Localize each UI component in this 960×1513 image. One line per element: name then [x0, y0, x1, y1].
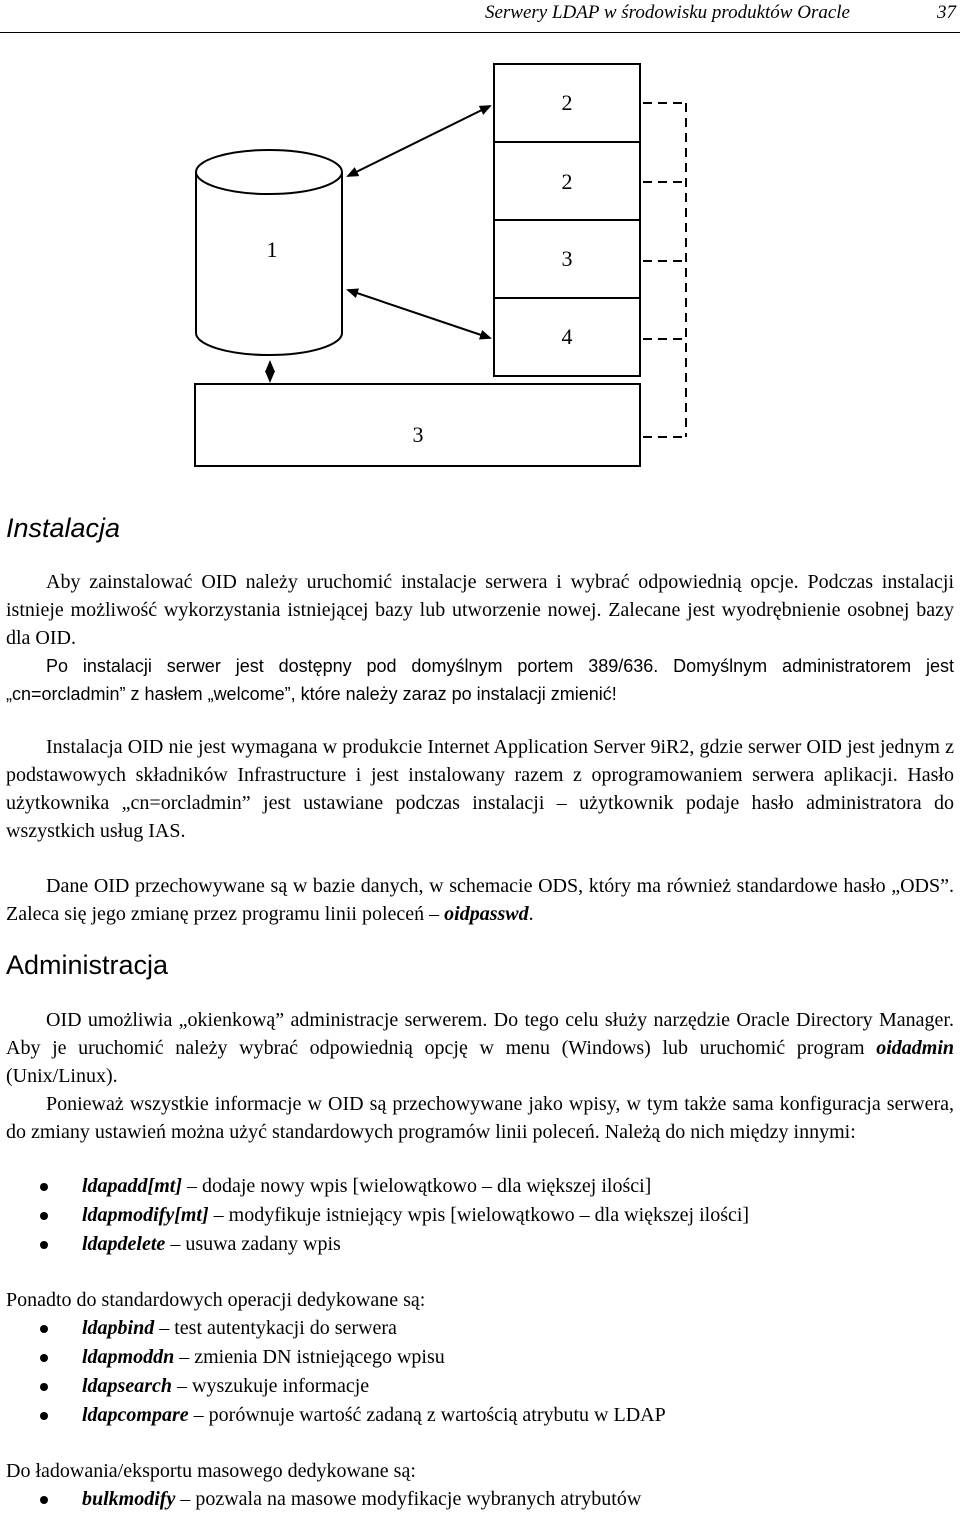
bottom-box-label: 3 — [412, 422, 424, 447]
bullet-icon — [40, 1383, 48, 1391]
section-heading-administracja: Administracja — [6, 950, 169, 980]
cylinder-label: 1 — [266, 237, 278, 262]
command-oidadmin: oidadmin — [876, 1037, 954, 1059]
stack-label-1: 2 — [561, 90, 573, 115]
instalacja-paragraph-1: Aby zainstalować OID należy uruchomić instalacje serwera i wybrać odpowiednią opcje. Podczas instalacji istnieje możliwość wykorzystania istniejącej bazy lub utworzenie nowej. Zalecane jest wyodrębnienie osobnej bazy dla OID. — [6, 571, 954, 649]
component-stack — [494, 64, 640, 376]
section-heading-instalacja: Instalacja — [6, 513, 121, 543]
bullet-icon — [40, 1412, 48, 1420]
administracja-paragraph-3: Ponadto do standardowych operacji dedykowane są: — [6, 1289, 426, 1311]
header-rule — [0, 32, 960, 33]
architecture-diagram — [0, 40, 960, 480]
command-oidpasswd: oidpasswd — [444, 903, 529, 925]
arrow-upper — [348, 106, 490, 176]
database-cylinder — [196, 150, 342, 355]
stack-label-4: 4 — [561, 324, 573, 349]
stack-label-2: 2 — [561, 169, 573, 194]
bottom-box — [195, 384, 640, 466]
bullet-icon — [40, 1183, 48, 1191]
bullet-icon — [40, 1212, 48, 1220]
instalacja-paragraph-4: Dane OID przechowywane są w bazie danych, w schemacie ODS, który ma również standardowe hasło „ODS”. Zaleca się jego zmianę przez programu linii poleceń – oidpasswd. — [6, 875, 954, 925]
running-title: Serwery LDAP w środowisku produktów Oracle — [484, 2, 850, 23]
bullet-icon — [40, 1325, 48, 1333]
administracja-paragraph-4: Do ładowania/eksportu masowego dedykowane są: — [6, 1460, 416, 1482]
bullet-icon — [40, 1496, 48, 1504]
bullet-icon — [40, 1241, 48, 1249]
dashed-connectors — [643, 103, 686, 437]
stack-label-3: 3 — [561, 246, 573, 271]
instalacja-paragraph-2: Po instalacji serwer jest dostępny pod domyślnym portem 389/636. Domyślnym administratorem jest „cn=orcladmin” z hasłem „welcome”, które należy zaraz po instalacji zmienić! — [6, 656, 954, 704]
page-header — [0, 0, 960, 28]
administracja-paragraph-1: OID umożliwia „okienkową” administracje serwerem. Do tego celu służy narzędzie Oracle Directory Manager. Aby je uruchomić należy wybrać odpowiednią opcję w menu (Windows) lub uruchomić program oidadmin (Unix/Linux). — [6, 1009, 954, 1087]
bullet-icon — [40, 1354, 48, 1362]
arrow-lower — [348, 290, 490, 338]
instalacja-paragraph-3: Instalacja OID nie jest wymagana w produkcie Internet Application Server 9iR2, gdzie serwer OID jest jednym z podstawowych składników Infrastructure i jest instalowany razem z oprogramowaniem serwera aplikacji. Hasło użytkownika „cn=orcladmin” jest ustawiane podczas instalacji – użytkownik podaje hasło administratora do wszystkich usług IAS. — [6, 736, 954, 842]
administracja-paragraph-2: Ponieważ wszystkie informacje w OID są przechowywane jako wpisy, w tym także sama konfiguracja serwera, do zmiany ustawień można użyć standardowych programów linii poleceń. Należą do nich między innymi: — [6, 1093, 954, 1143]
page-number: 37 — [937, 2, 956, 23]
